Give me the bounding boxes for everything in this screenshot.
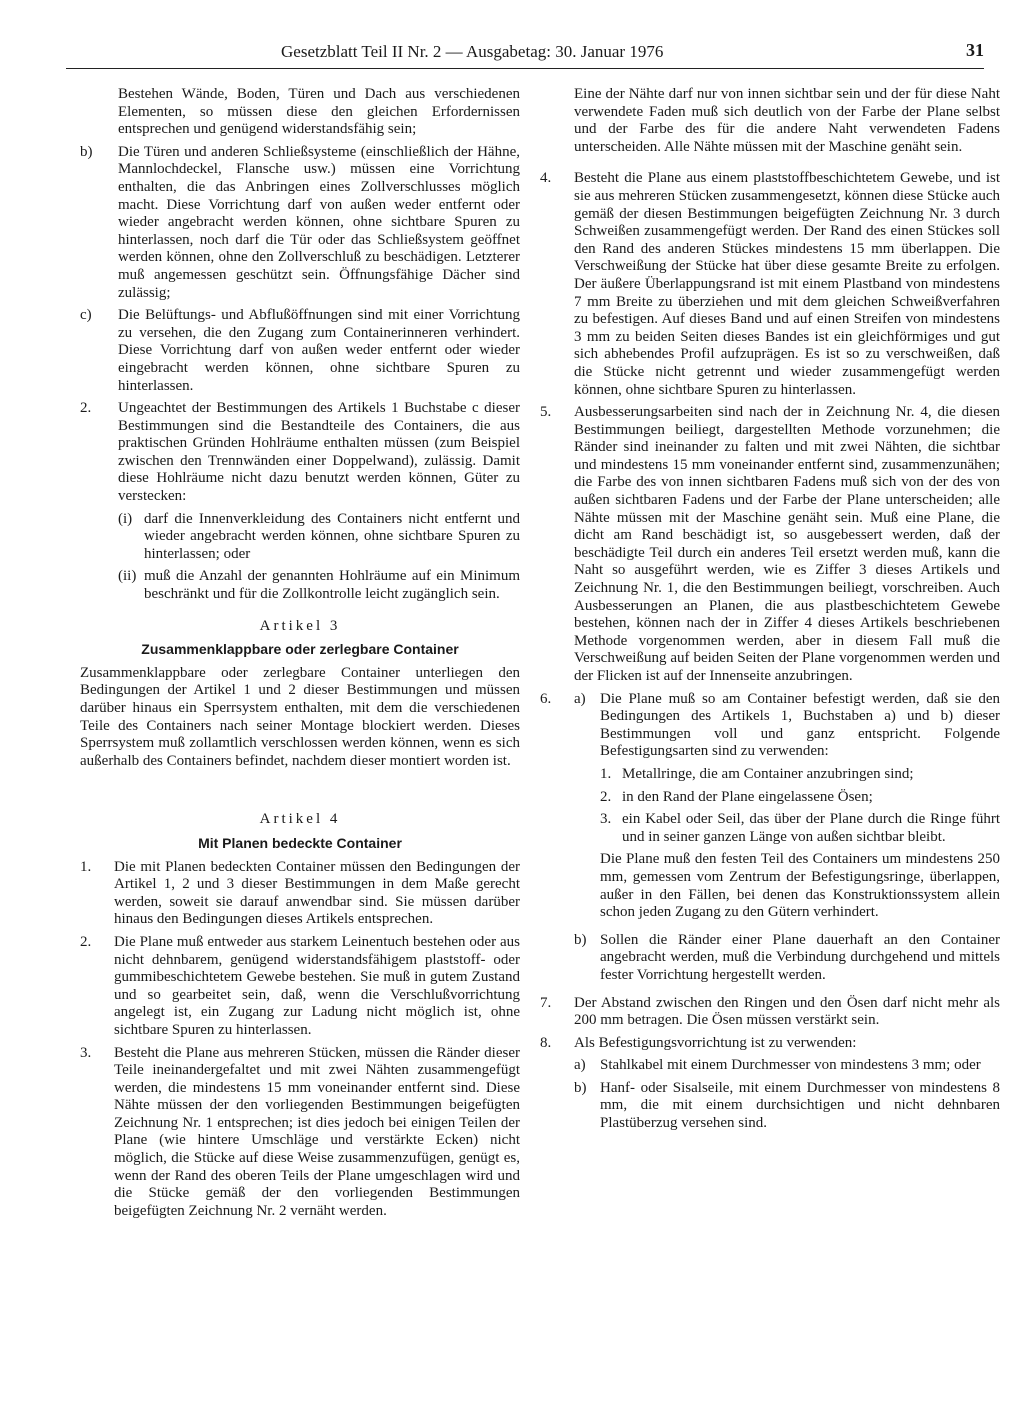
item-3-continuation: Eine der Nähte darf nur von innen sichtbar sein und der für diese Naht verwendete Faden muß sich deutlich von der Farbe der Plane selbst und der Farbe des für die andere Naht verwendeten Fadens unterscheiden. Alle Nähte müssen mit der Maschine genäht sein. (574, 86, 1000, 155)
item-text: Die Plane muß entweder aus starkem Leinentuch bestehen oder aus nicht dehnbarem, genügend widerstandsfähigem plaststoff- oder gummibeschichtetem Gewebe bestehen. Sie muß in gutem Zustand und so gearbeitet sein, daß, wenn die Verschlußvorrichtung angelegt ist, ein Zugang zur Ladung nicht möglich ist, ohne sichtbare Spuren zu hinterlassen. (114, 933, 520, 1038)
item-marker: 3. (600, 811, 612, 828)
item-marker: a) (574, 1057, 586, 1074)
item-marker: c) (80, 307, 92, 324)
item-8b (574, 1080, 1000, 1133)
item-text: Ungeachtet der Bestimmungen des Artikels 1 Buchstabe c dieser Bestimmungen sind die Bestandteile des Containers, die aus praktischen Gründen Hohlräume enthalten müssen (zum Beispiel zwischen den Trennwänden einer Doppelwand), zulässig. Damit diese Hohlräume nicht dazu benutzt werden können, Güter zu verstecken: (118, 400, 520, 505)
item-6a-text: Die Plane muß so am Container befestigt werden, daß sie den Bedingungen des Artikels 1, Buchstaben a) und b) dieser Bestimmungen voll und ganz entspricht. Folgende Befestigungsarten sind zu verwenden: (600, 690, 1000, 760)
article-4-title: Artikel 4 (259, 811, 341, 828)
item-marker: 2. (80, 933, 92, 950)
item-text: Stahlkabel mit einem Durchmesser von mindestens 3 mm; oder (600, 1057, 981, 1074)
item-marker: 1. (80, 858, 92, 875)
article-4-heading: Mit Planen bedeckte Container (198, 834, 402, 851)
item-b (80, 144, 520, 302)
article-4-item-3 (80, 1045, 520, 1221)
article-3-text: Zusammenklappbare oder zerlegbare Container unterliegen den Bedingungen der Artikel 1 und 2 dieser Bestimmungen und müssen darüber hinaus ein Sperrsystem enthalten, mit dem die verschiedenen Teile des Containers nach seiner Montage blockiert werden. Dieses Sperrsystem muß zollamtlich verschlossen werden können, wenn es sich außerhalb des Containers befindet, nachdem dieser montiert worden ist. (80, 664, 520, 769)
item-marker: 7. (540, 994, 552, 1011)
paragraph-a-continuation: Bestehen Wände, Boden, Türen und Dach aus verschiedenen Elementen, so müssen diese den gleichen Erfordernissen entsprechen und genügend widerstandsfähig sein; (118, 86, 520, 138)
fastening-2 (600, 789, 1000, 807)
page-number: 31 (966, 40, 984, 60)
fastening-1 (600, 766, 1000, 784)
item-marker: a) (574, 690, 586, 707)
item-marker: b) (574, 931, 587, 948)
item-ii (118, 568, 520, 603)
item-c (80, 307, 520, 395)
article-4-item-2 (80, 934, 520, 1040)
article-3-heading: Zusammenklappbare oder zerlegbare Container (141, 641, 459, 658)
item-marker: 2. (80, 400, 92, 417)
item-marker: (i) (118, 510, 133, 527)
item-text: Ausbesserungsarbeiten sind nach der in Zeichnung Nr. 4, die diesen Bestimmungen beiliegt, dargestellten Methode vorzunehmen; die Ränder sind ineinander zu falten und mit zwei Nähten, die sichtbar und mindestens 15 mm voneinander entfernt sind, zusammenzunähen; die Farbe des von innen sichtbaren Fadens muß sich von der des von außen sichtbaren Fadens und der Farbe der Plane unterscheiden; alle Nähte müssen mit der Maschine genäht sein. Muß eine Plane, die dicht am Rand beschädigt ist, so ausgebessert werden, daß der beschädigte Teil durch ein anderes Teil ersetzt werden muß, kann die Naht so ausgeführt werden, wie es Ziffer 3 dieses Artikels und Zeichnung Nr. 1, die den Bestimmungen beiliegt, vorschreiben. Auch Ausbesserungen an Planen, die aus plastbeschichtetem Gewebe bestehen, können nach der in Ziffer 4 dieses Artikels beschriebenen Methode vorgenommen werden, aber in diesem Fall muß die Verschweißung auf beiden Seiten der Plane vorgenommen werden und der Flicken ist auf der Innenseite anzubringen. (574, 404, 1000, 684)
item-text: Sollen die Ränder einer Plane dauerhaft an den Container angebracht werden, muß die Verbindung durchgehend und mittels fester Vorrichtung hergestellt werden. (600, 931, 1000, 983)
right-column (540, 86, 1000, 1143)
item-6a-text-2: Die Plane muß den festen Teil des Containers um mindestens 250 mm, gemessen vom Zentrum der Befestigungsringe, überlappen, außer in den Fällen, bei denen das Konstruktionssystem allein schon jeden Zugang zu den Gütern verhindert. (600, 851, 1000, 921)
item-8a (574, 1057, 1000, 1075)
item-6-body (574, 691, 1000, 990)
item-6a (574, 691, 1000, 927)
item-marker: 5. (540, 404, 552, 421)
item-8-text: Als Befestigungsvorrichtung ist zu verwenden: (574, 1034, 857, 1051)
item-6b (574, 932, 1000, 985)
item-marker: 2. (600, 788, 612, 805)
left-column (80, 86, 520, 1225)
article-4-item-8 (540, 1035, 1000, 1138)
item-marker: b) (574, 1079, 587, 1096)
article-4-item-5 (540, 404, 1000, 686)
item-marker: (ii) (118, 568, 137, 585)
item-text: in den Rand der Plane eingelassene Ösen; (622, 788, 873, 805)
item-marker: 3. (80, 1044, 92, 1061)
item-text: darf die Innenverkleidung des Containers nicht entfernt und wieder angebracht werden können, ohne sichtbare Spuren zu hinterlassen; oder (144, 510, 520, 562)
item-text: muß die Anzahl der genannten Hohlräume auf ein Minimum beschränkt und für die Zollkontrolle leicht zugänglich sein. (144, 568, 520, 603)
article-4-item-1 (80, 859, 520, 929)
item-text: Besteht die Plane aus mehreren Stücken, müssen die Ränder dieser Teile ineinandergefaltet und mit zwei Nähten zusammengefügt werden, die mindestens 15 mm voneinander entfernt sind. Diese Nähte müssen der den vorliegenden Bestimmungen beigefügten Zeichnung Nr. 1 entsprechen; ist dies jedoch bei einigen Teilen der Plane (wie hintere Umschläge und verstärkte Ecken) nicht möglich, die Stücke auf diese Weise zusammenzufügen, genügt es, wenn der Rand des oberen Teils der Plane umgeschlagen wird und die Stücke gemäß der den vorliegenden Bestimmungen beigefügten Zeichnung Nr. 2 vernäht werden. (114, 1044, 520, 1219)
page-header (66, 36, 984, 69)
article-4-item-6 (540, 691, 1000, 990)
sublist-roman (118, 511, 520, 604)
item-text: Die Türen und anderen Schließsysteme (einschließlich der Hähne, Mannlochdeckel, Flansche usw.) müssen eine Vorrichtung enthalten, die das Anbringen eines Zollverschlusses möglich macht. Diese Vorrichtung darf von außen weder entfernt oder wieder angebracht werden können, ohne sichtbare Spuren zu hinterlassen, noch darf die Tür oder das Schließsystem geöffnet werden können, ohne den Zollverschluß zu beschädigen. Letzterer muß angemessen geschützt sein. Öffnungsfähige Dächer sind zulässig; (118, 143, 520, 301)
item-marker: 1. (600, 765, 612, 782)
article-3-title: Artikel 3 (259, 617, 341, 634)
item-text: Besteht die Plane aus einem plaststoffbeschichtetem Gewebe, und ist sie aus mehreren Stücken zusammengesetzt, können diese Stücke auch gemäß der diesen Bestimmungen beigefügten Zeichnung Nr. 3 durch Schweißen zusammengefügt werden. Der Rand des einen Stückes soll den Rand des anderen Stückes mindestens 15 mm überlappen. Die Verschweißung der Stücke hat über diese gesamte Breite zu erfolgen. Der äußere Überlappungsrand ist mit einem Plastband von mindestens 7 mm Breite zu überziehen und mit dem gleichen Schweißverfahren zu befestigen. Auf dieses Band und auf einen Streifen von mindestens 3 mm zu beiden Seiten dieses Bandes ist ein gleichförmiges und gut sich abhebendes Profil aufzuprägen. Es ist so zu verschweißen, daß die Stücke nicht getrennt und wieder zusammengefügt werden können, ohne sichtbare Spuren zu hinterlassen. (574, 170, 1000, 398)
header-title: Gesetzblatt Teil II Nr. 2 — Ausgabetag: 30. Januar 1976 (281, 42, 664, 61)
item-marker: b) (80, 143, 93, 160)
item-text: Hanf- oder Sisalseile, mit einem Durchmesser von mindestens 8 mm, die mit einem durchsichtigen und nicht dehnbaren Plastüberzug versehen sind. (600, 1079, 1000, 1132)
item-text: Der Abstand zwischen den Ringen und den Ösen darf nicht mehr als 200 mm betragen. Die Ösen müssen verstärkt sein. (574, 994, 1000, 1029)
paragraph-2 (80, 400, 520, 506)
article-4-item-7 (540, 995, 1000, 1030)
item-i (118, 511, 520, 564)
item-text: Die mit Planen bedeckten Container müssen den Bedingungen der Artikel 1, 2 und 3 dieser Bestimmungen in dem Maße gerecht werden, soweit sie darauf anwendbar sind. Sie müssen darüber hinaus den Bedingungen dieses Artikels entsprechen. (114, 858, 520, 928)
item-text: ein Kabel oder Seil, das über der Plane durch die Ringe führt und in seiner ganzen Länge von außen sichtbar bleibt. (622, 811, 1000, 845)
article-4-item-4 (540, 170, 1000, 399)
item-marker: 8. (540, 1034, 552, 1051)
fastening-3 (600, 811, 1000, 846)
item-text: Metallringe, die am Container anzubringen sind; (622, 765, 914, 782)
item-text: Die Belüftungs- und Abflußöffnungen sind mit einer Vorrichtung zu versehen, die den Zugang zum Containerinneren verhindert. Diese Vorrichtung darf von außen weder entfernt oder wieder eingebracht werden können, ohne sichtbare Spuren zu hinterlassen. (118, 307, 520, 394)
item-8-body (574, 1035, 1000, 1138)
item-marker: 6. (540, 690, 552, 707)
item-marker: 4. (540, 170, 552, 187)
